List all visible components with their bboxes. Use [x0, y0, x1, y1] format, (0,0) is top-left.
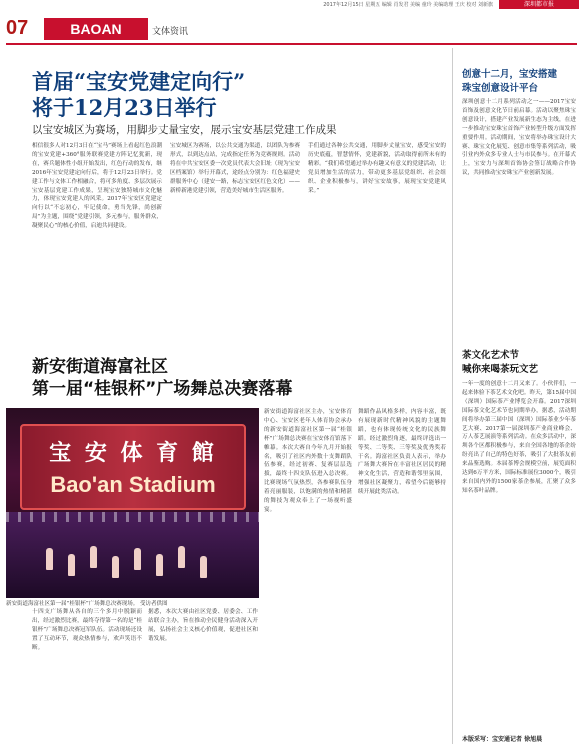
- stadium-sign-chinese: 宝 安 体 育 館: [49, 441, 217, 466]
- column-divider: [452, 48, 453, 744]
- sidebar-story1-body: 深圳创意十二月系列活动之一——2017宝安首饰及创意文化节日前启幕。活动以聚焦珠宝创意设计，搭建产业发展新生态为主线，在进一步推动宝安珠宝首饰产业转型升级方面发挥重要作用。活动期间，宝安将举办珠宝设计大赛、珠宝文化展览、创意市集等系列活动，吸引业内外众多专业人士与市民参与。在开幕式上，宝安力与深圳首饰协会签订战略合作协议，共同推动宝安珠宝产业创新发展。: [462, 99, 576, 177]
- article2-column-2: 舞蹈作品风格多样，内容丰富，既有展现新时代精神风貌的主题舞蹈，也有体现传统文化的民族舞蹈。经过激烈角逐，最终评选出一等奖、二等奖、三等奖及优秀奖若干名。海富社区负责人表示，举办广场舞大赛旨在丰富社区居民的精神文化生活，营造和谐邻里氛围，增强社区凝聚力，希望今后能够持续开展此类活动。: [358, 409, 446, 496]
- page-header: [0, 14, 583, 44]
- dancer: [200, 556, 207, 578]
- sidebar-story2-body: 一年一度的创意十二月又来了。小伙伴们，一起来体验下茶艺术文化吧。昨天，第15届中国（深圳）国际茶产业博览会开幕。2017深圳国际茶文化艺术节也同期举办，据悉，活动期间将举办第三届中国（深圳）国际茶业少年茶艺大赛、2017第一届深圳茶产业商业峰会、万人茶艺展演等系列活动。在众多活动中，深圳各个区都积极参与，来自全国各地的茶企纷纷亮出了自己的特色好茶，吸引了大批茶友前来品鉴选购。本届茶博会规模空前，展览面积达到6万平方米，国际标准展位3000个，吸引来自国内外的1500家茶企参展，汇聚了众多知名茶叶品牌。: [462, 381, 576, 494]
- article1-headline-line1: 首届“宝安党建定向行”: [32, 69, 246, 94]
- sidebar-story1-title-line1: 创意十二月，宝安搭建: [462, 69, 558, 80]
- article1-subheadline: 以宝安城区为赛场，用脚步丈量宝安，展示宝安基层党建工作成果: [32, 124, 337, 136]
- sidebar-story2-title-line2: 喊你来喝茶玩文艺: [462, 364, 539, 375]
- dancer: [134, 548, 141, 570]
- top-bar: [0, 0, 583, 10]
- section-label: BAOAN: [44, 18, 148, 40]
- article2-column-1: 新安街道海富社区主办，宝安体育中心、宝安区老年人体育协会承办的新安街道海富社区第一届“桂银杯”广场舞总决赛在宝安体育馆落下帷幕。本次大赛自今年九月开始报名，吸引了社区内外数十支舞蹈队伍参赛，经过初赛、复赛层层选拔，最终十四支队伍进入总决赛。比赛现场气氛热烈，各参赛队伍身着亮丽服装，以饱满的热情和精湛的舞技为观众奉上了一场视听盛宴。: [264, 409, 352, 513]
- stadium-sign-english: Bao'an Stadium: [50, 472, 216, 497]
- dance-competition-photo: [6, 408, 259, 598]
- header-divider: [6, 43, 577, 45]
- photo-caption: 新安街道海富社区第一届“桂银杯”广场舞总决赛现场。 受访者供图: [6, 601, 168, 607]
- article2-column-3: 十四支广场舞从各自的三个多月中脱颖而出，经过激烈比赛，最终夺得第一名的是“桂银杯”广场舞总决赛冠军队伍。活动现场还设置了互动环节，观众热情参与，欢声笑语不断。: [32, 609, 142, 651]
- issue-meta: 2017年12月15日 星期五 编辑 肖发君 美编 童玲 美编助理 王庆 校对 刘新旗: [323, 2, 493, 8]
- article1-column-3: 手们通过各种公共交通，用脚步丈量宝安，感受宝安的历史底蕴，智慧情怀，党建新貌，活动取得前所未有的精彩。“我们希望通过举办有趣又有意义的党建活动，让党员增加生活的活力，带动更多基层党组织、社会组织、企业积极参与，讲好宝安故事，展现宝安党建风采。”: [308, 143, 446, 194]
- stage-lights: [6, 512, 259, 522]
- dancer: [68, 554, 75, 576]
- article1-headline-line2: 将于12月23日举行: [32, 95, 217, 120]
- page-number: 07: [6, 17, 29, 39]
- article1-column-1: 相信很多人对12月3日在“宝马”赛场上看起红色浪潮的宝安党建+360°服务联赛党建方阵记忆犹新，现在，赛兵题体性小组开始发出，红色行动的发布，继2016年宝安党建定向行后，将于12月23日举行。党建工作与文体工作相融合，将可多角度、多层次展示宝安基层党建工作成果，呈现宝安独特城市文化魅力，体现宝安党建人的风采。2017年宝安区党建定向行以“不忘初心，牢记使命，勇当先锋，尚创新局”为主题，围绕“党建引领，多元参与，服务群众，凝聚民心”的核心价值，启迪共同建设。: [32, 143, 162, 230]
- dancer: [46, 548, 53, 570]
- dancer: [112, 556, 119, 578]
- subsection-label: 文体资讯: [152, 27, 189, 37]
- sidebar-story1-title-line2: 珠宝创意设计平台: [462, 83, 539, 94]
- sidebar-story2-title-line1: 茶文化艺术节: [462, 350, 520, 361]
- stadium-sign: [20, 424, 246, 510]
- article2-headline-line2: 第一届“桂银杯”广场舞总决赛落幕: [32, 379, 293, 399]
- newspaper-logo: 深圳都市报: [499, 0, 579, 9]
- article2-column-4: 据悉，本次大赛由社区党委、居委会、工作站联合主办，旨在推动全民健身活动深入开展，弘扬社会主义核心价值观，促进社区和谐发展。: [148, 609, 258, 642]
- dancer: [156, 554, 163, 576]
- dancer: [178, 546, 185, 568]
- byline: 本版采写：宝安通记者 徐旭晨: [462, 736, 543, 743]
- article2-headline-line1: 新安街道海富社区: [32, 357, 168, 377]
- article1-column-2: 宝安城区为赛场，以公共交通为渠道，以团队为参赛形式，以到达点站，完成指定任务为竞赛规则。活动将在中共宝安区委一次党员代表大会旧址（现为宝安区档案馆）举行开幕式，途经点分别为：红色福建史群服务中心（建安一路，标志宝安区红色文化）——新桥新港党建引领，营造美好城市生活区服务。: [170, 143, 300, 194]
- stage: [6, 512, 259, 598]
- dancer: [90, 546, 97, 568]
